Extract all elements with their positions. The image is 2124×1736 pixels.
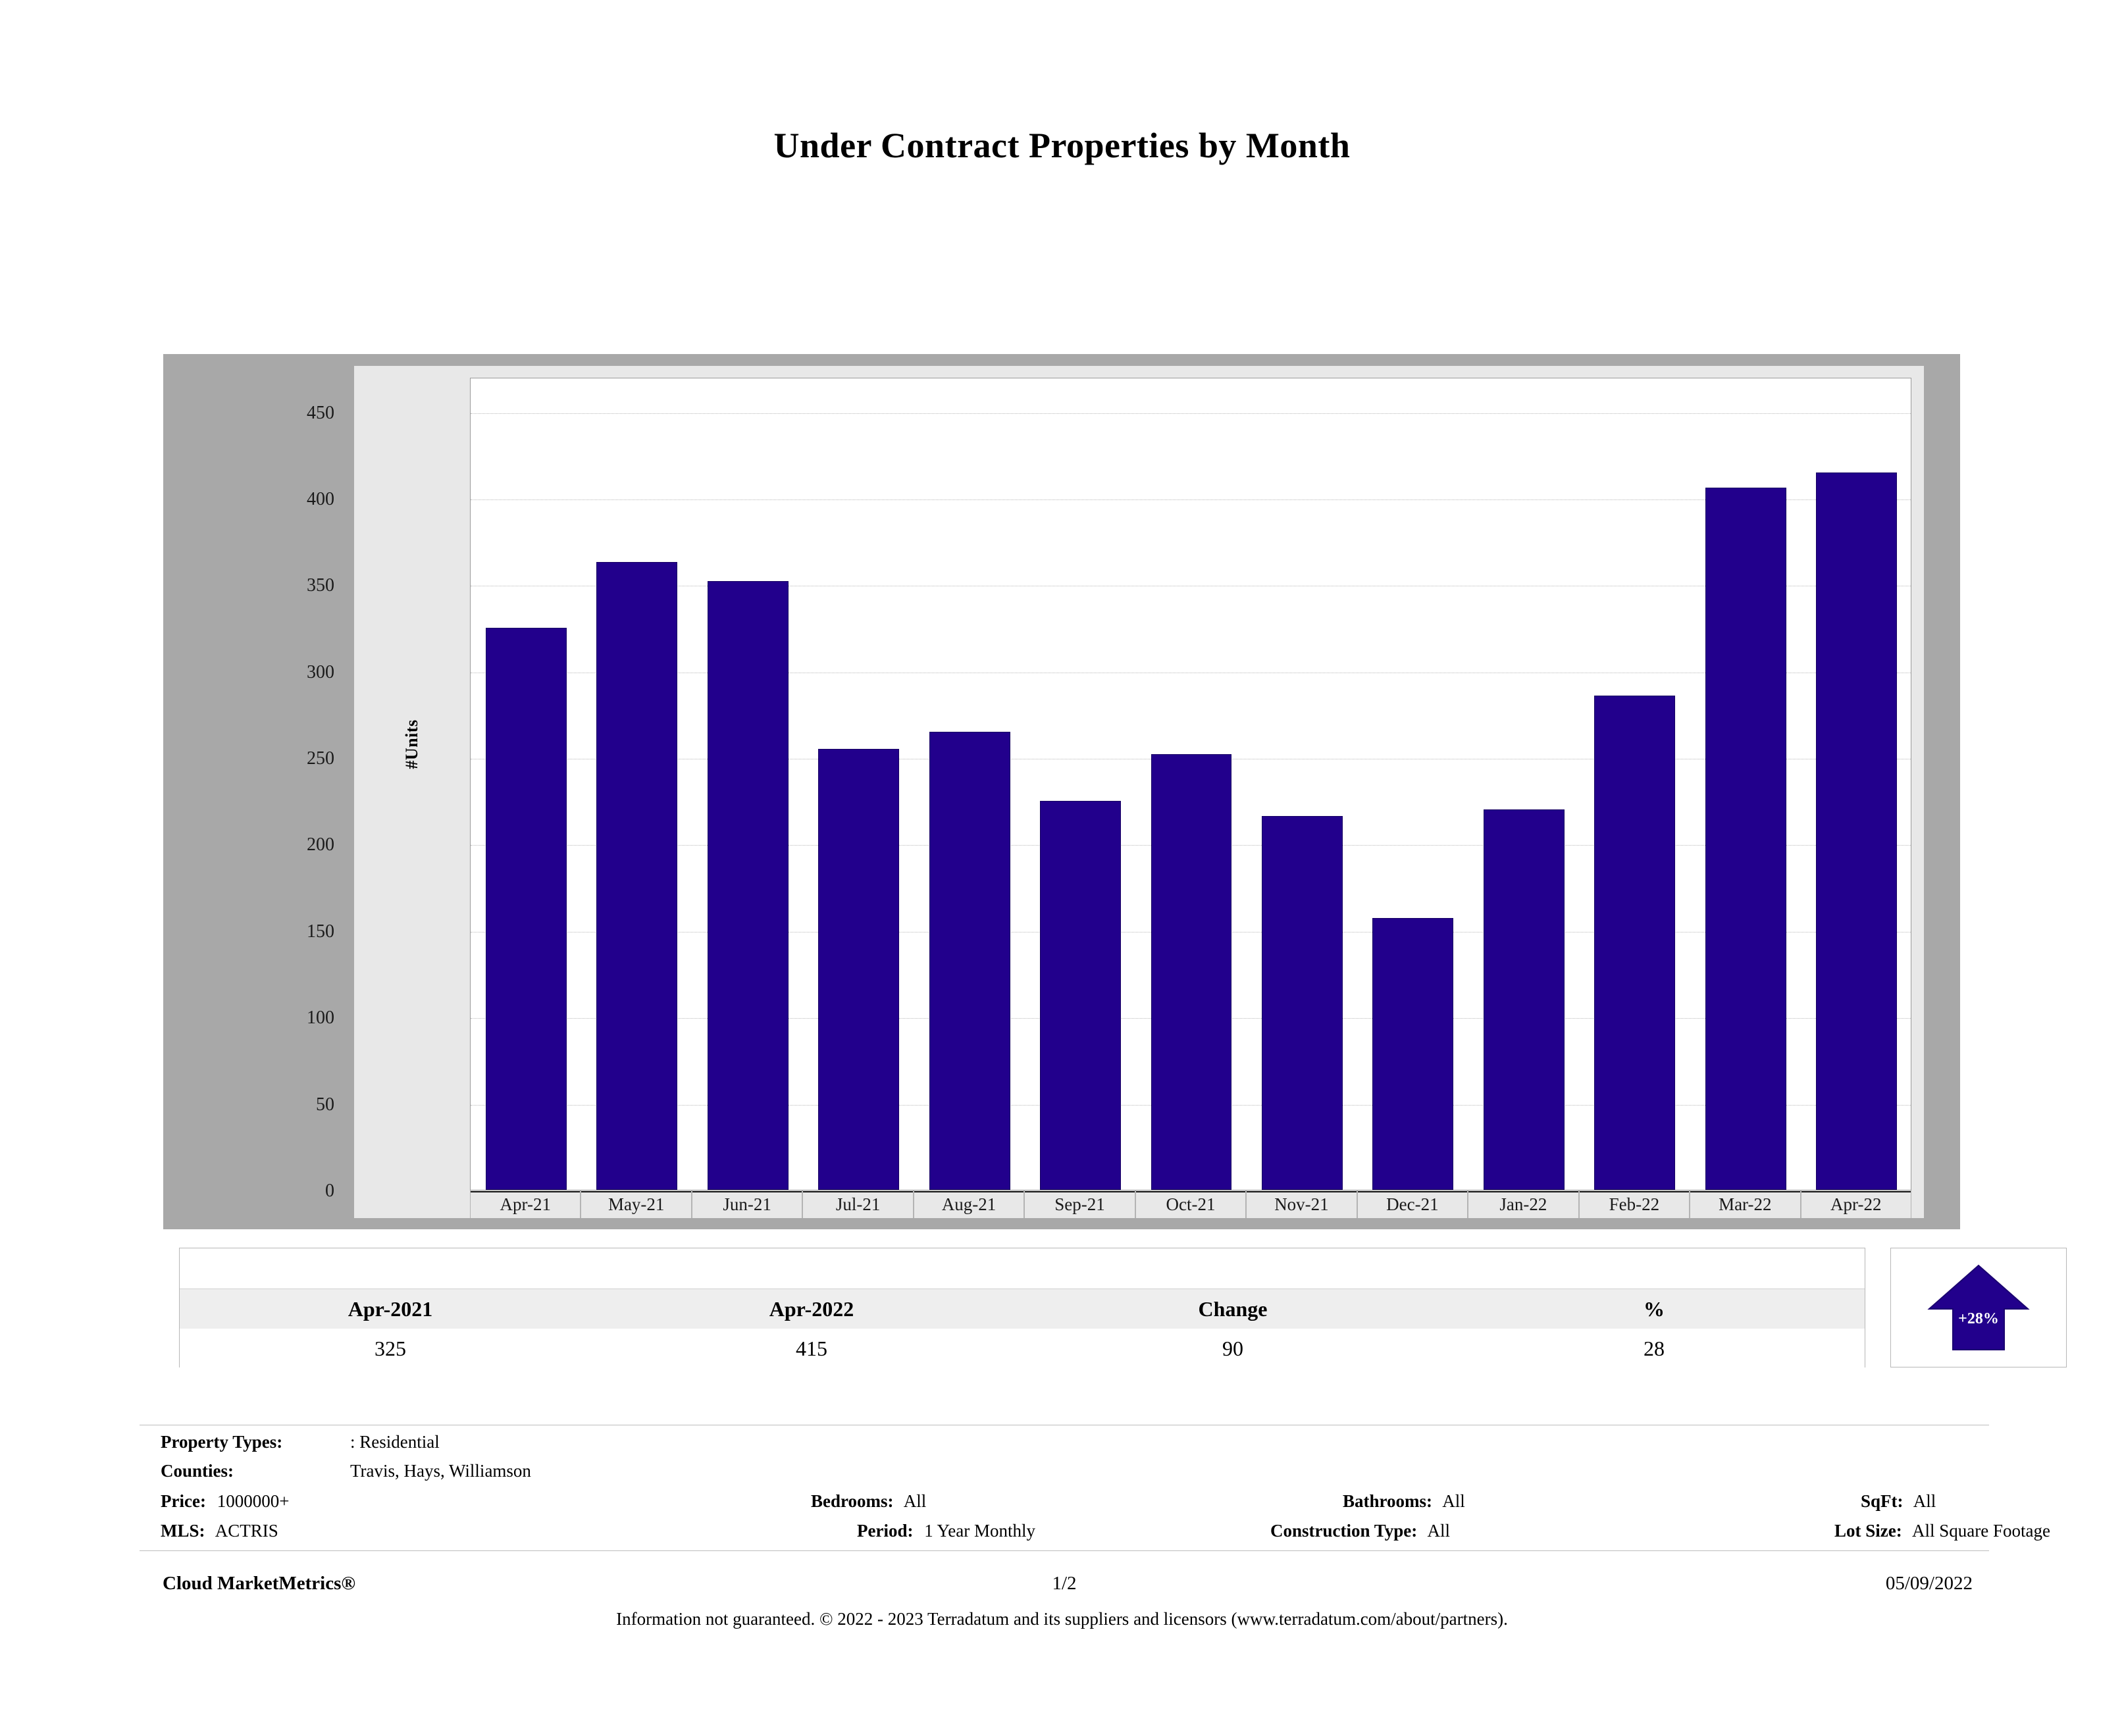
- summary-value-cell: 28: [1644, 1336, 1665, 1360]
- summary-header-cell: Change: [1198, 1296, 1268, 1321]
- summary-value-cell: 415: [796, 1336, 827, 1360]
- y-axis-tick-label: 100: [307, 1008, 334, 1029]
- x-axis-tick-label: Apr-21: [470, 1190, 581, 1218]
- sqft-label: SqFt:: [1861, 1491, 1904, 1511]
- y-axis-tick-label: 200: [307, 834, 334, 855]
- y-axis-tick-label: 350: [307, 575, 334, 596]
- bar-series: [471, 378, 1911, 1190]
- summary-value-cell: 90: [1222, 1336, 1243, 1360]
- lot-size-value: All Square Footage: [1912, 1521, 2050, 1541]
- y-axis-tick-label: 400: [307, 488, 334, 509]
- footer-disclaimer: Information not guaranteed. © 2022 - 2023 Terradatum and its suppliers and licensors (www.terradatum.com/about/partners).: [616, 1609, 1508, 1629]
- change-percent-label: +28%: [1958, 1310, 1999, 1327]
- y-axis-tick-label: 150: [307, 921, 334, 942]
- bar: [1816, 472, 1897, 1190]
- lot-size-label: Lot Size:: [1834, 1521, 1902, 1541]
- criteria-row-mls: [140, 1521, 2050, 1551]
- y-axis-tick-label: 250: [307, 748, 334, 769]
- criteria-row-counties: [140, 1461, 1989, 1491]
- period-value: 1 Year Monthly: [924, 1521, 1035, 1541]
- x-axis-tick-label: Feb-22: [1579, 1190, 1690, 1218]
- summary-section: [179, 1248, 1999, 1367]
- bar: [1151, 754, 1232, 1190]
- y-axis-tick-label: 0: [325, 1181, 334, 1201]
- criteria-row-property-types: [140, 1432, 1989, 1462]
- bar-column: [929, 377, 1010, 1190]
- bar-column: [1040, 377, 1121, 1190]
- summary-value-row: [180, 1329, 1865, 1368]
- chart-frame: [163, 354, 1960, 1229]
- x-axis-tick-label: Oct-21: [1135, 1190, 1246, 1218]
- footer-brand: Cloud MarketMetrics®: [163, 1573, 356, 1594]
- bar: [1372, 918, 1453, 1190]
- construction-type-label: Construction Type:: [1270, 1521, 1418, 1541]
- bar-column: [818, 377, 899, 1190]
- counties-value: Travis, Hays, Williamson: [350, 1461, 531, 1481]
- summary-blank-row: [180, 1248, 1865, 1289]
- bar-column: [1372, 377, 1453, 1190]
- bathrooms-value: All: [1442, 1491, 1465, 1511]
- mls-value: ACTRIS: [215, 1521, 278, 1541]
- page-title: Under Contract Properties by Month: [773, 126, 1351, 165]
- bar-column: [1151, 377, 1232, 1190]
- bar-column: [1705, 377, 1786, 1190]
- bar: [1262, 816, 1343, 1190]
- summary-table: [179, 1248, 1865, 1367]
- bedrooms-value: All: [903, 1491, 927, 1511]
- criteria-panel: [140, 1425, 2050, 1551]
- x-axis-tick-label: Jul-21: [802, 1190, 913, 1218]
- construction-type-value: All: [1427, 1521, 1451, 1541]
- x-axis-tick-label: Sep-21: [1024, 1190, 1135, 1218]
- y-axis-title: #Units: [402, 719, 421, 769]
- bar: [1705, 488, 1786, 1190]
- bar-column: [596, 377, 677, 1190]
- chart-inner-panel: [307, 366, 1924, 1218]
- counties-label: Counties:: [161, 1461, 234, 1481]
- x-axis-tick-label: Jan-22: [1468, 1190, 1578, 1218]
- x-axis-tick-label: May-21: [581, 1190, 691, 1218]
- summary-header-cell: Apr-2022: [769, 1296, 854, 1321]
- period-label: Period:: [857, 1521, 914, 1541]
- up-arrow-icon: [1923, 1262, 2034, 1354]
- y-axis-tick-label: 50: [316, 1094, 334, 1115]
- criteria-row-price: [140, 1491, 1989, 1521]
- bar: [1040, 801, 1121, 1190]
- bar: [486, 628, 567, 1190]
- bar-column: [708, 377, 789, 1190]
- bedrooms-label: Bedrooms:: [811, 1491, 894, 1511]
- x-axis-tick-label: Nov-21: [1246, 1190, 1357, 1218]
- change-badge-box: [1890, 1248, 2067, 1367]
- bar-column: [1594, 377, 1675, 1190]
- x-axis-tick-label: Aug-21: [914, 1190, 1024, 1218]
- footer-date: 05/09/2022: [1885, 1573, 1973, 1594]
- bar-column: [1262, 377, 1343, 1190]
- bar: [596, 562, 677, 1190]
- summary-value-cell: 325: [375, 1336, 406, 1360]
- bar: [818, 749, 899, 1190]
- summary-header-cell: Apr-2021: [348, 1296, 433, 1321]
- y-axis-tick-label: 450: [307, 402, 334, 423]
- mls-label: MLS:: [161, 1521, 205, 1541]
- bar-column: [1816, 377, 1897, 1190]
- y-axis-tick-label: 300: [307, 661, 334, 682]
- footer: [140, 1573, 1989, 1599]
- summary-header-row: [180, 1289, 1865, 1329]
- price-value: 1000000+: [217, 1491, 290, 1511]
- x-axis-tick-label: Jun-21: [692, 1190, 802, 1218]
- summary-header-cell: %: [1644, 1296, 1665, 1321]
- price-label: Price:: [161, 1491, 206, 1511]
- x-axis-tick-label: Mar-22: [1690, 1190, 1800, 1218]
- x-axis-tick-labels: [470, 1190, 1911, 1218]
- bar: [708, 581, 789, 1190]
- x-axis-tick-label: Apr-22: [1801, 1190, 1911, 1218]
- sqft-value: All: [1913, 1491, 1936, 1511]
- bar: [1484, 809, 1565, 1190]
- property-types-value: : Residential: [350, 1432, 440, 1452]
- bar: [1594, 696, 1675, 1190]
- bar-column: [486, 377, 567, 1190]
- bathrooms-label: Bathrooms:: [1343, 1491, 1433, 1511]
- footer-page-number: 1/2: [1052, 1573, 1077, 1594]
- property-types-label: Property Types:: [161, 1432, 283, 1452]
- x-axis-tick-label: Dec-21: [1357, 1190, 1468, 1218]
- bar: [929, 732, 1010, 1190]
- bar-column: [1484, 377, 1565, 1190]
